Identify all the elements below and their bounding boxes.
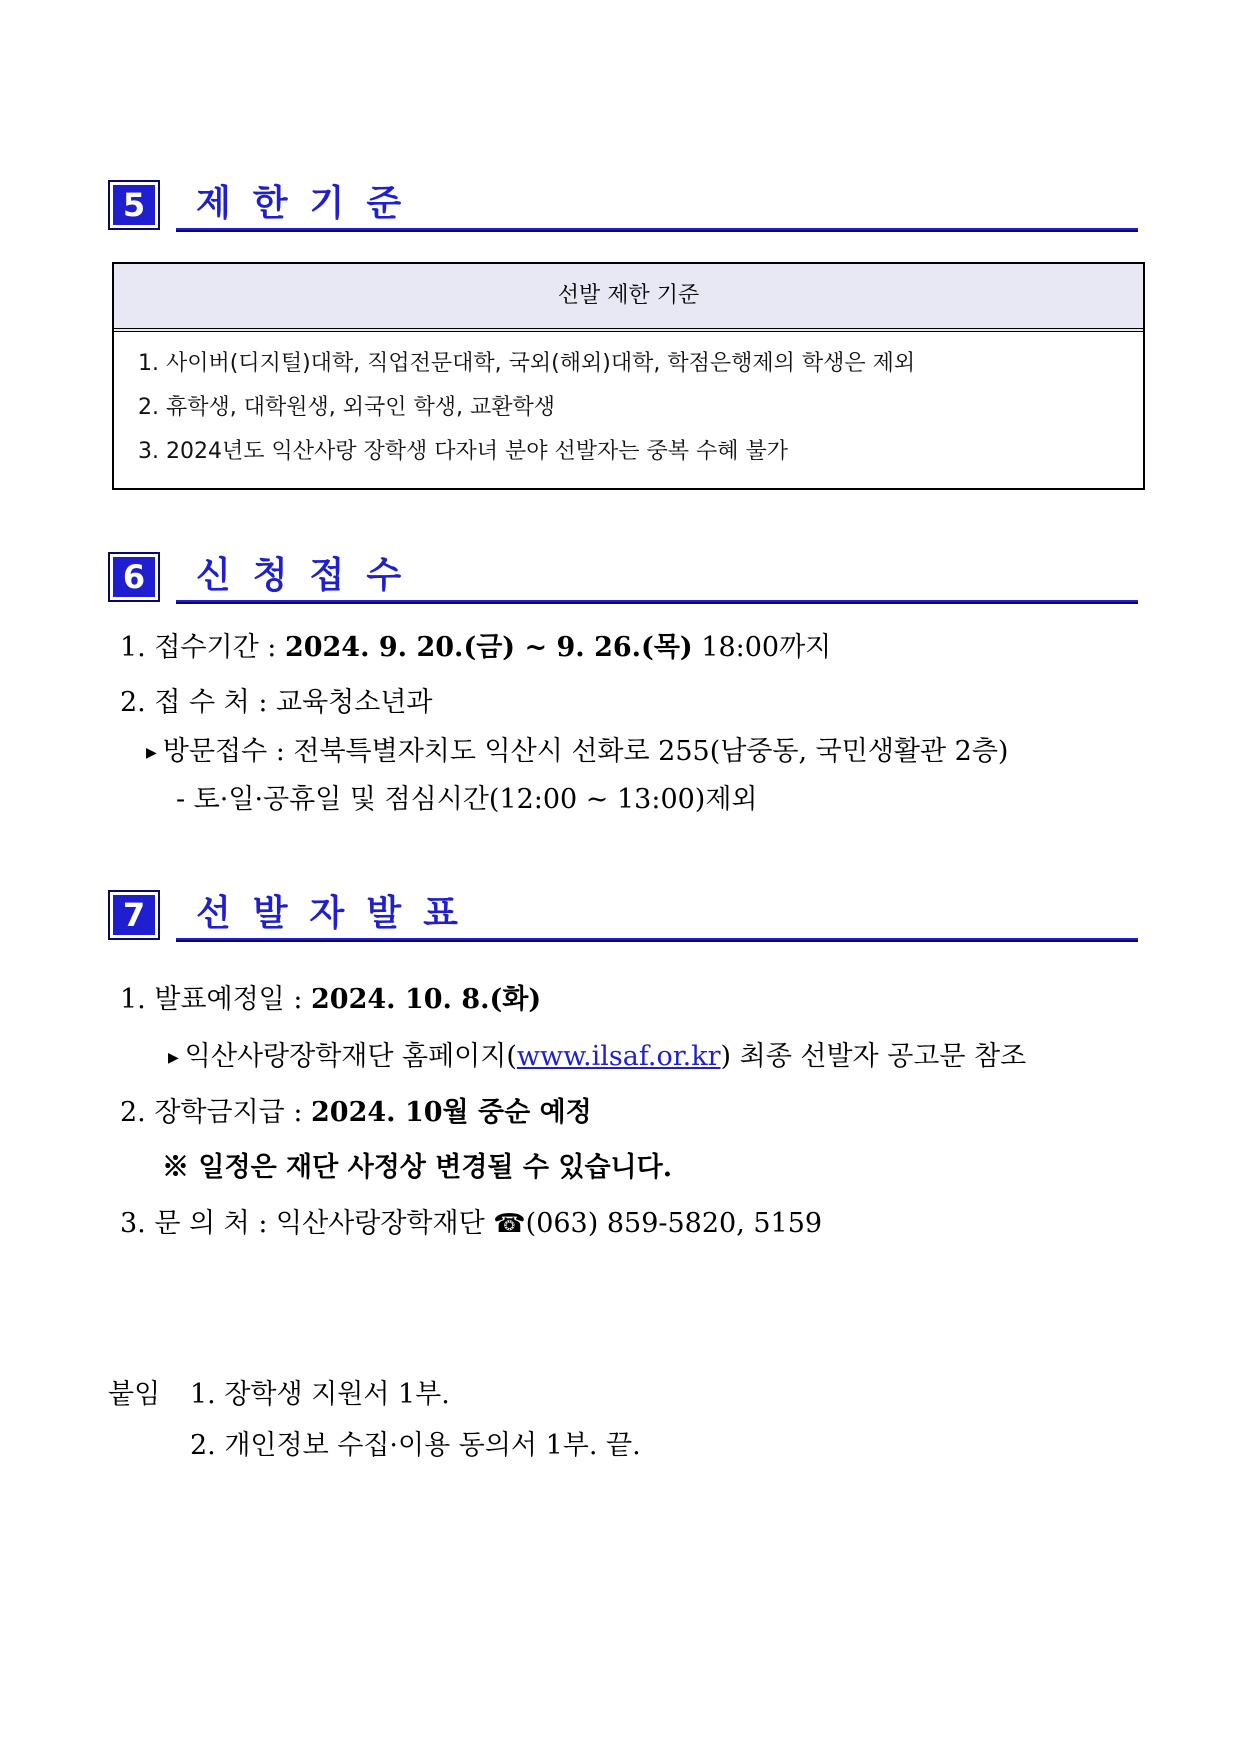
- attachment-label: 붙임: [108, 1379, 161, 1410]
- homepage-prefix: 익산사랑장학재단 홈페이지(: [184, 1041, 517, 1072]
- application-place: 2. 접 수 처 : 교육청소년과: [120, 687, 433, 718]
- restriction-item: 2. 휴학생, 대학원생, 외국인 학생, 교환학생: [138, 395, 555, 420]
- schedule-change-notice: ※ 일정은 재단 사정상 변경될 수 있습니다.: [162, 1152, 673, 1183]
- period-value: 2024. 9. 20.(금) ~ 9. 26.(목): [284, 632, 693, 663]
- contact-info: [120, 1207, 822, 1241]
- phone-icon: ☎: [493, 1209, 526, 1239]
- application-period: [120, 631, 831, 665]
- homepage-reference: [168, 1040, 1026, 1075]
- period-label: 1. 접수기간 :: [120, 632, 285, 663]
- homepage-link[interactable]: www.ilsaf.or.kr: [516, 1041, 721, 1072]
- contact-label: 3. 문 의 처 : 익산사랑장학재단: [120, 1208, 494, 1239]
- contact-value: (063) 859-5820, 5159: [525, 1208, 823, 1239]
- payment-label: 2. 장학금지급 :: [120, 1097, 312, 1128]
- section-number-badge: 5: [108, 180, 160, 230]
- period-suffix: 18:00까지: [692, 632, 832, 663]
- announcement-label: 1. 발표예정일 :: [120, 984, 312, 1015]
- section-number-badge: 6: [108, 552, 160, 602]
- section-title: 선발자발표: [196, 893, 480, 934]
- restriction-table: [112, 262, 1145, 490]
- visit-text: 방문접수 : 전북특별자치도 익산시 선화로 255(남중동, 국민생활관 2층): [162, 736, 1009, 767]
- restriction-item: 3. 2024년도 익산사랑 장학생 다자녀 분야 선발자는 중복 수혜 불가: [138, 439, 788, 464]
- section-title: 제한기준: [196, 183, 424, 224]
- triangle-bullet-icon: ▶: [146, 744, 157, 761]
- section-underline: [176, 600, 1138, 604]
- section-6-heading: [108, 552, 1138, 608]
- section-underline: [176, 938, 1138, 942]
- section-number-badge: 7: [108, 890, 160, 940]
- scholarship-payment: [120, 1096, 592, 1130]
- attachment-item: 2. 개인정보 수집·이용 동의서 1부. 끝.: [190, 1430, 641, 1461]
- announcement-value: 2024. 10. 8.(화): [311, 984, 542, 1015]
- payment-value: 2024. 10월 중순 예정: [311, 1097, 592, 1128]
- triangle-bullet-icon: ▶: [168, 1049, 179, 1066]
- section-underline: [176, 228, 1138, 232]
- section-5-heading: [108, 180, 1138, 236]
- exclusion-note: - 토·일·공휴일 및 점심시간(12:00 ~ 13:00)제외: [176, 784, 758, 815]
- announcement-date: [120, 983, 541, 1017]
- homepage-suffix: ) 최종 선발자 공고문 참조: [720, 1041, 1027, 1072]
- restriction-item: 1. 사이버(디지털)대학, 직업전문대학, 국외(해외)대학, 학점은행제의 학생은 제외: [138, 351, 916, 376]
- restriction-table-header: 선발 제한 기준: [114, 264, 1143, 332]
- attachment-item: 1. 장학생 지원서 1부.: [190, 1379, 450, 1410]
- section-title: 신청접수: [196, 555, 424, 596]
- visit-application: [146, 735, 1008, 770]
- section-7-heading: [108, 890, 1138, 946]
